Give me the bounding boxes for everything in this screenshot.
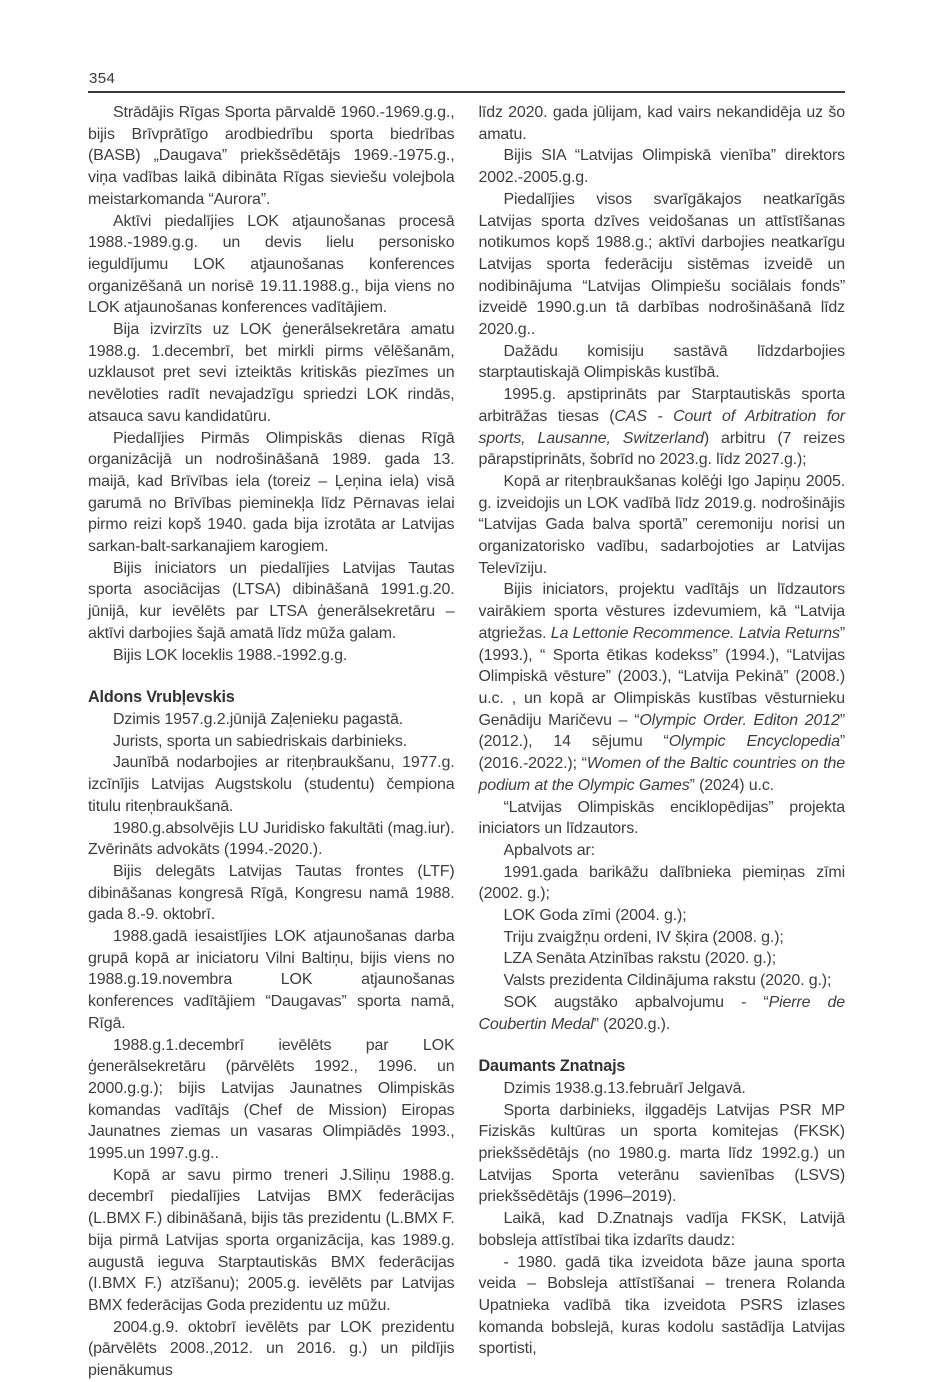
text-run: - 1980. gadā tika izveidota bāze jauna sporta veida – Bobsleja attīstīšanai – trenera Rolanda Upatnieka vadībā tika izveidota PSRS izlases komanda bobslejā, kuras kodolu sastādīja Latvijas sportisti, (478, 1253, 845, 1358)
paragraph (88, 731, 455, 753)
text-run: līdz 2020. gada jūlijam, kad vairs nekandidēja uz šo amatu. (478, 104, 845, 143)
section-heading (479, 1056, 846, 1078)
paragraph (479, 948, 846, 970)
paragraph (479, 102, 846, 145)
text-run: Bija izvirzīts uz LOK ģenerālsekretāra amatu 1988.g. 1.decembrī, bet mirkli pirms vēlēšanām, uzklausot pret sevi izteiktās kritiskās piezīmes un nevēloties radīt nevajadzīgu spriedzi LOK rindās, atsauca savu kandidatūru. (88, 321, 455, 425)
text-run: Dzimis 1938.g.13.februārī Jelgavā. (503, 1079, 746, 1097)
italic-text-run: Women of the Baltic countries on the podium at the Olympic Games (478, 755, 845, 794)
text-run: “Latvijas Olimpiskās enciklopēdijas” projekta iniciators un līdzautors. (478, 798, 845, 838)
paragraph (479, 970, 846, 992)
text-run: ” (2012.), 14 sējumu “ (478, 711, 845, 751)
paragraph (88, 1035, 455, 1165)
paragraph (479, 840, 846, 862)
paragraph (479, 341, 846, 384)
text-run: Bijis iniciators, projektu vadītājs un līdzautors vairākiem sporta vēstures izdevumiem, kā “Latvija atgriežas. (478, 581, 845, 642)
text-run: ) arbitru (7 reizes pārapstiprināts, šobrīd no 2023.g. līdz 2027.g.); (478, 429, 846, 469)
text-run: Laikā, kad D.Znatnajs vadīja FKSK, Latvijā bobsleja attīstībai tika izdarīts daudz: (478, 1210, 845, 1249)
text-run: Kopā ar savu pirmo treneri J.Siliņu 1988.g. decembrī piedalījies Latvijas BMX federācijas (L.BMX F.) dibināšanā, bijis tās prezidentu (L.BMX F. bija pirmā Latvijas sporta organizācija, kas 1989.g. augustā ieguva Starptautiskās BMX federācijas (I.BMX F.) atzīšanu); 2005.g. ievēlēts par Latvijas BMX federācijas Goda prezidentu uz mūžu. (88, 1166, 455, 1314)
text-run: Jurists, sporta un sabiedriskais darbinieks. (113, 732, 407, 750)
text-run: Bijis LOK loceklis 1988.-1992.g.g. (113, 646, 348, 664)
text-run: 2004.g.9. oktobrī ievēlēts par LOK prezidentu (pārvēlēts 2008.,2012. un 2016. g.) un pildījis pienākumus (88, 1318, 455, 1380)
paragraph (479, 1100, 846, 1209)
paragraph (479, 1208, 846, 1251)
paragraph (479, 927, 846, 949)
text-run: Dažādu komisiju sastāvā līdzdarbojies starptautiskajā Olimpiskās kustībā. (478, 342, 845, 382)
text-run: Apbalvots ar: (503, 841, 595, 859)
text-run: ” (2024) u.c. (689, 776, 774, 794)
text-run: Sporta darbinieks, ilggadējs Latvijas PSR MP Fiziskās kultūras un sporta komitejas (FKSK) priekšsēdētājs (no 1980.g. marta līdz 1992.g.) un Latvijas Sporta veterānu savienības (LSVS) priekšsēdētājs (1996–2019). (478, 1101, 845, 1206)
text-run: ” (1993.), “ Sporta ētikas kodekss” (1994.), “Latvijas Olimpiskā vēsture” (2003.), “Latvija Pekinā” (2008.) u.c. , un kopā ar Olimpiskās kustības vēsturnieku Genādiju Maričevu – “ (478, 624, 845, 729)
paragraph (479, 992, 846, 1035)
text-run: ” (2016.-2022.); “ (478, 733, 846, 773)
italic-text-run: Olympic Order. Editon 2012 (639, 711, 840, 729)
italic-text-run: La Lettonie Recommence. Latvia Returns (550, 624, 840, 642)
text-run: LZA Senāta Atzinības rakstu (2020. g.); (503, 950, 777, 968)
italic-text-run: Olympic Encyclopedia (668, 733, 840, 751)
paragraph (479, 797, 846, 840)
text-columns (88, 93, 845, 1382)
paragraph (88, 1165, 455, 1317)
italic-text-run: CAS - Court of Arbitration for sports, Lausanne, Switzerland (478, 407, 845, 447)
text-run: ” (2020.g.). (593, 1015, 671, 1033)
paragraph (88, 818, 455, 861)
text-run: 1980.g.absolvējis LU Juridisko fakultāti (mag.iur). Zvērināts advokāts (1994.-2020.). (88, 819, 455, 859)
paragraph (479, 1078, 846, 1100)
paragraph (88, 211, 455, 320)
italic-text-run: Pierre de Coubertin Medal (478, 993, 845, 1033)
text-run: Aldons Vrubļevskis (88, 688, 235, 707)
text-run: Strādājis Rīgas Sporta pārvaldē 1960.-1969.g.g., bijis Brīvprātīgo arodbiedrību sporta biedrības (BASB) „Daugava” priekšsēdētājs 1969.-1975.g., viņa vadības laikā dibināta Rīgas sieviešu volejbola meistarkomanda “Aurora”. (88, 104, 455, 208)
paragraph (88, 752, 455, 817)
section-heading (88, 687, 455, 709)
page-number: 354 (89, 70, 116, 87)
text-run: Dzimis 1957.g.2.jūnijā Zaļenieku pagastā. (113, 710, 404, 728)
paragraph (88, 926, 455, 1035)
paragraph (479, 579, 846, 796)
paragraph (479, 471, 846, 580)
paragraph (88, 319, 455, 428)
right-column (479, 102, 846, 1382)
paragraph (479, 384, 846, 471)
text-run: 1988.g.1.decembrī ievēlēts par LOK ģenerālsekretāru (pārvēlēts 1992., 1996. un 2000.g.g.); bijis Latvijas Jaunatnes Olimpiskās komandas vadītājs (Chef de Mission) Eiropas Jaunatnes ziemas un vasaras Olimpiādēs 1993., 1995.un 1997.g.g.. (88, 1036, 455, 1163)
text-run: Valsts prezidenta Cildinājuma rakstu (2020. g.); (503, 972, 832, 990)
paragraph (88, 645, 455, 667)
paragraph (88, 861, 455, 926)
text-run: Daumants Znatnajs (478, 1057, 626, 1076)
paragraph (88, 558, 455, 645)
left-column (88, 102, 455, 1382)
text-run: LOK Goda zīmi (2004. g.); (503, 907, 687, 925)
text-run: 1995.g. apstiprināts par Starptautiskās sporta arbitrāžas tiesas ( (478, 386, 845, 425)
text-run: Piedalījies visos svarīgākajos neatkarīgās Latvijas sporta dzīves veidošanas un attīstīšanas notikumos kopš 1988.g.; aktīvi darbojies neatkarīgu Latvijas sporta federāciju sistēmas izveidē un nodibinājuma “Latvijas Olimpiešu sociālais fonds” izveidē 1990.g.un tā darbības nodrošināšanā līdz 2020.g.. (478, 190, 845, 339)
paragraph (479, 905, 846, 927)
paragraph (88, 102, 455, 211)
text-run: Aktīvi piedalījies LOK atjaunošanas procesā 1988.-1989.g.g. un devis lielu personisko ieguldījumu LOK atjaunošanas konferences organizēšanā un norisē 19.11.1988.g., bija viens no LOK atjaunošanas konferences vadītājiem. (88, 212, 455, 317)
text-run: 1988.gadā iesaistījies LOK atjaunošanas darba grupā kopā ar iniciatoru Vilni Baltiņu, bijis viens no 1988.g.19.novembra LOK atjaunošanas konferences vadītājiem “Daugavas” sporta namā, Rīgā. (88, 928, 455, 1032)
text-run: Bijis SIA “Latvijas Olimpiskā vienība” direktors 2002.-2005.g.g. (478, 147, 845, 187)
text-run: Kopā ar riteņbraukšanas kolēģi Igo Japiņu 2005. g. izveidojis un LOK vadībā līdz 2019.g. nodrošinājis “Latvijas Gada balva sportā” ceremoniju norisi un organizatorisko vadību, sadarbojoties ar Latvijas Televīziju. (478, 472, 845, 577)
text-run: SOK augstāko apbalvojumu - “ (503, 993, 769, 1011)
paragraph (88, 709, 455, 731)
paragraph (88, 428, 455, 558)
text-run: Piedalījies Pirmās Olimpiskās dienas Rīgā organizācijā un nodrošināšanā 1989. gada 13. maijā, kad Brīvības iela (toreiz – Ļeņina iela) visā garumā no Brīvības pieminekļa līdz Pērnavas ielai pirmo reizi kopš 1940. gada bija izrotāta ar Latvijas sarkan-balt-sarkanajiem karogiem. (88, 429, 455, 556)
paragraph (479, 1252, 846, 1361)
text-run: Triju zvaigžņu ordeni, IV šķira (2008. g.); (503, 928, 784, 946)
paragraph (479, 189, 846, 341)
paragraph (479, 145, 846, 188)
text-run: Bijis delegāts Latvijas Tautas frontes (LTF) dibināšanas kongresā Rīgā, Kongresu namā 1988. gada 8.-9. oktobrī. (88, 862, 455, 924)
text-run: 1991.gada barikāžu dalībnieka piemiņas zīmi (2002. g.); (478, 863, 845, 903)
paragraph (88, 1317, 455, 1382)
text-run: Jaunībā nodarbojies ar riteņbraukšanu, 1977.g. izcīnījis Latvijas Augstskolu (studentu) čempiona titulu riteņbraukšanā. (88, 754, 455, 815)
text-run: Bijis iniciators un piedalījies Latvijas Tautas sporta asociācijas (LTSA) dibināšanā 1991.g.20. jūnijā, kur ievēlēts par LTSA ģenerālsekretāru – aktīvi darbojies šajā amatā līdz mūža galam. (88, 559, 455, 642)
paragraph (479, 862, 846, 905)
